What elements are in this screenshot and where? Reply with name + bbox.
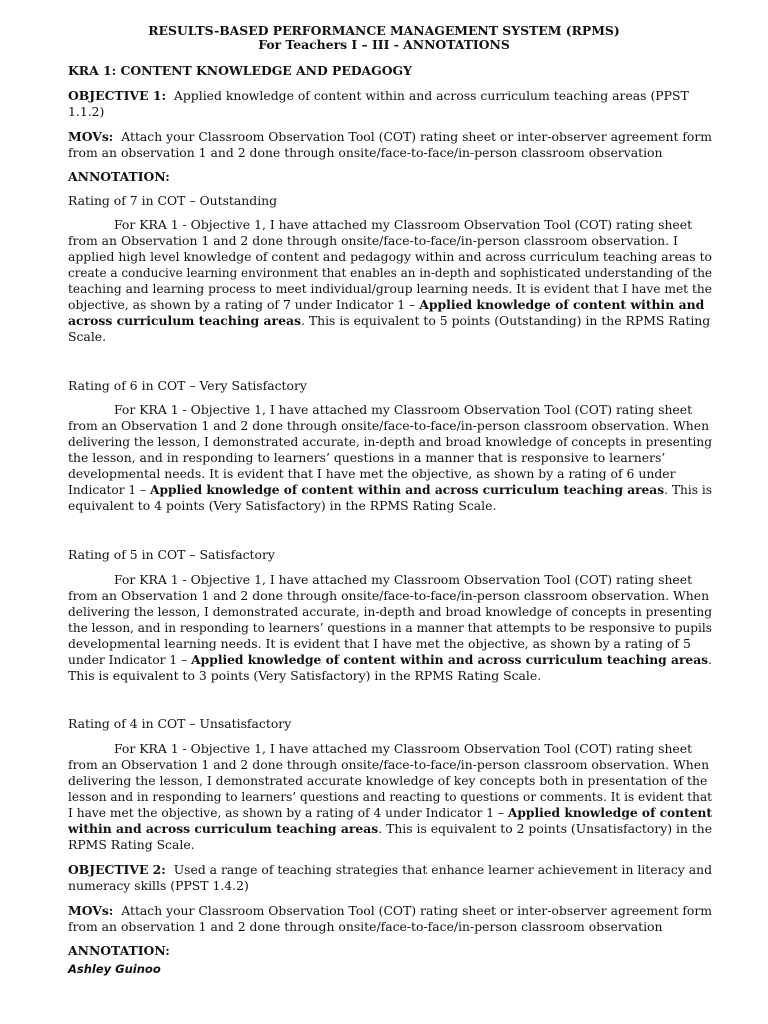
indicator-title: Applied knowledge of content within and bbox=[419, 297, 705, 312]
rating-5-line: For KRA 1 - Objective 1, I have attached my Classroom Observation Tool (COT) rating sheet bbox=[114, 572, 693, 587]
objective2-label: OBJECTIVE 2: bbox=[68, 862, 166, 877]
rating-7-text: objective, as shown by a rating of 7 under Indicator 1 – bbox=[68, 297, 420, 312]
objective1-label: OBJECTIVE 1: bbox=[68, 88, 167, 103]
rating-5-heading: Rating of 5 in COT – Satisfactory bbox=[68, 547, 275, 562]
rating-4-line: delivering the lesson, I demonstrated accurate knowledge of key concepts both in presentation of the bbox=[68, 773, 708, 788]
rating-7-line: applied high level knowledge of content and pedagogy within and across curriculum teaching areas to bbox=[68, 249, 713, 264]
rating-6-line: For KRA 1 - Objective 1, I have attached my Classroom Observation Tool (COT) rating sheet bbox=[114, 402, 693, 417]
rating-6-text: . This is bbox=[664, 482, 713, 497]
rating-5-line: from an Observation 1 and 2 done through onsite/face-to-face/in-person classroom observation. When bbox=[68, 588, 710, 603]
movs-text: Attach your Classroom Observation Tool (COT) rating sheet or inter-observer agreement form bbox=[121, 903, 713, 918]
rating-5-line: developmental learning needs. It is evident that I have met the objective, as shown by a rating of 5 bbox=[68, 636, 691, 651]
indicator-title: Applied knowledge of content within and across curriculum teaching areas bbox=[150, 482, 665, 497]
objective2-movs-line1 bbox=[68, 903, 712, 919]
objective2-text: Used a range of teaching strategies that enhance learner achievement in literacy and bbox=[173, 862, 712, 877]
indicator-title: Applied knowledge of content within and across curriculum teaching areas bbox=[191, 652, 709, 667]
document-subtitle: For Teachers I – III - ANNOTATIONS bbox=[258, 37, 510, 52]
rating-7-text: . This is equivalent to 5 points (Outstanding) in the RPMS Rating bbox=[300, 313, 711, 328]
indicator-title: within and across curriculum teaching areas bbox=[68, 821, 379, 836]
objective1-text: Applied knowledge of content within and across curriculum teaching areas (PPST bbox=[173, 88, 689, 103]
rating-4-text: I have met the objective, as shown by a rating of 4 under Indicator 1 – bbox=[68, 805, 508, 820]
rating-6-text: Indicator 1 – bbox=[68, 482, 151, 497]
rating-7-heading: Rating of 7 in COT – Outstanding bbox=[68, 193, 278, 208]
rating-4-line bbox=[68, 821, 712, 837]
objective2-line1 bbox=[68, 862, 712, 878]
rating-6-line: from an Observation 1 and 2 done through onsite/face-to-face/in-person classroom observation. When bbox=[68, 418, 710, 433]
rating-5-line: delivering the lesson, I demonstrated accurate, in-depth and broad knowledge of concepts in presenting bbox=[68, 604, 712, 619]
movs-label: MOVs: bbox=[68, 129, 114, 144]
objective1-annotation-label: ANNOTATION: bbox=[68, 169, 170, 184]
rating-7-line: For KRA 1 - Objective 1, I have attached my Classroom Observation Tool (COT) rating sheet bbox=[114, 217, 693, 232]
rating-4-text: . This is equivalent to 2 points (Unsatisfactory) in the bbox=[378, 821, 713, 836]
author-signature: Ashley Guinoo bbox=[68, 962, 161, 976]
rating-4-line: For KRA 1 - Objective 1, I have attached my Classroom Observation Tool (COT) rating sheet bbox=[114, 741, 693, 756]
movs-label: MOVs: bbox=[68, 903, 114, 918]
document-title: RESULTS-BASED PERFORMANCE MANAGEMENT SYSTEM (RPMS) bbox=[148, 23, 620, 38]
rating-5-text: . bbox=[708, 652, 712, 667]
objective1-line2: 1.1.2) bbox=[68, 104, 105, 119]
rating-5-text: under Indicator 1 – bbox=[68, 652, 192, 667]
rating-5-line: This is equivalent to 3 points (Very Satisfactory) in the RPMS Rating Scale. bbox=[68, 668, 542, 683]
rating-6-heading: Rating of 6 in COT – Very Satisfactory bbox=[68, 378, 307, 393]
rating-7-line bbox=[68, 313, 710, 329]
rating-7-line: Scale. bbox=[68, 329, 107, 344]
rating-4-heading: Rating of 4 in COT – Unsatisfactory bbox=[68, 716, 292, 731]
indicator-title: Applied knowledge of content bbox=[507, 805, 713, 820]
rating-5-line bbox=[68, 652, 712, 668]
objective2-movs-line2: from an observation 1 and 2 done through onsite/face-to-face/in-person classroom observation bbox=[68, 919, 663, 934]
rating-4-line: lesson and in responding to learners’ questions and reacting to questions or comments. It is evident that bbox=[68, 789, 713, 804]
rating-4-line bbox=[68, 805, 712, 821]
kra-heading: KRA 1: CONTENT KNOWLEDGE AND PEDAGOGY bbox=[68, 63, 412, 78]
rating-7-line: from an Observation 1 and 2 done through onsite/face-to-face/in-person classroom observation. I bbox=[68, 233, 678, 248]
rating-6-line: equivalent to 4 points (Very Satisfactory) in the RPMS Rating Scale. bbox=[68, 498, 497, 513]
rating-7-line: create a conducive learning environment that enables an in-depth and sophisticated understanding of the bbox=[68, 265, 713, 280]
rating-6-line: the lesson, and in responding to learners’ questions in a manner that is responsive to learners’ bbox=[68, 450, 666, 465]
rating-6-line: delivering the lesson, I demonstrated accurate, in-depth and broad knowledge of concepts in presenting bbox=[68, 434, 712, 449]
objective2-annotation-label: ANNOTATION: bbox=[68, 943, 170, 958]
objective1-movs-line1 bbox=[68, 129, 712, 145]
objective1-movs-line2: from an observation 1 and 2 done through onsite/face-to-face/in-person classroom observation bbox=[68, 145, 663, 160]
movs-text: Attach your Classroom Observation Tool (COT) rating sheet or inter-observer agreement form bbox=[121, 129, 713, 144]
objective2-line2: numeracy skills (PPST 1.4.2) bbox=[68, 878, 249, 893]
rating-6-line: developmental needs. It is evident that I have met the objective, as shown by a rating of 6 under bbox=[68, 466, 676, 481]
rating-5-line: the lesson, and in responding to learners’ questions in a manner that attempts to be responsive to pupils bbox=[68, 620, 712, 635]
rating-4-line: from an Observation 1 and 2 done through onsite/face-to-face/in-person classroom observation. When bbox=[68, 757, 710, 772]
indicator-title: across curriculum teaching areas bbox=[68, 313, 301, 328]
rating-7-line bbox=[68, 297, 704, 313]
rating-6-line bbox=[68, 482, 712, 498]
objective1-line1 bbox=[68, 88, 689, 104]
rating-7-line: teaching and learning process to meet individual/group learning needs. It is evident that I have met the bbox=[68, 281, 712, 296]
rating-4-line: RPMS Rating Scale. bbox=[68, 837, 195, 852]
